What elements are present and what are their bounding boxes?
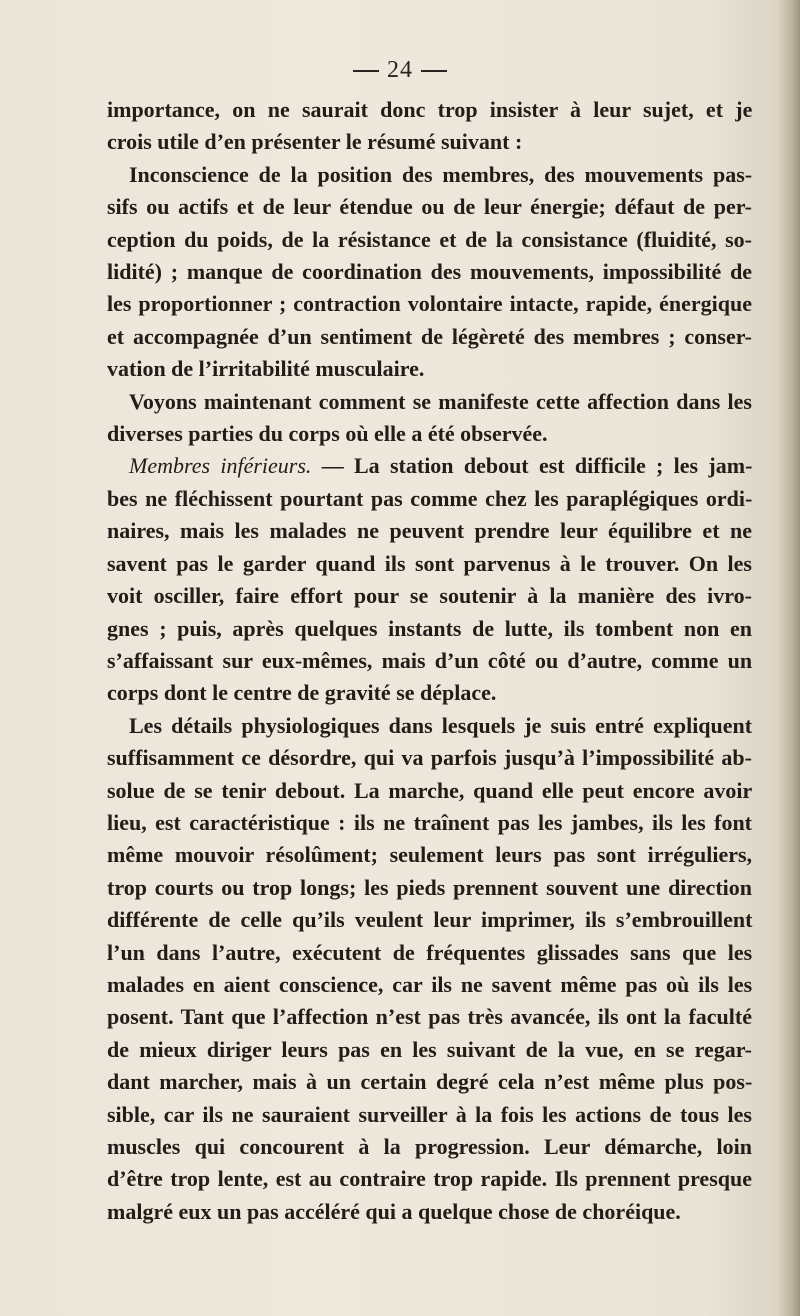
text-line: posent. Tant que l’affection n’est pas très avancée, ils ont la faculté	[107, 1004, 752, 1030]
paragraph-5	[107, 710, 752, 1229]
page-number	[0, 57, 800, 84]
section-heading-italic: Membres inférieurs.	[129, 453, 312, 479]
body-text	[107, 94, 752, 1228]
paragraph-2	[107, 159, 752, 386]
page-gutter-shadow	[778, 0, 800, 1316]
text-line: savent pas le garder quand ils sont parvenus à le trouver. On les	[107, 550, 752, 576]
text-line: s’affaissant sur eux-mêmes, mais d’un côté ou d’autre, comme un	[107, 647, 753, 673]
text-line: lieu, est caractéristique : ils ne traînent pas les jambes, ils les font	[107, 809, 752, 835]
text-line: Les détails physiologiques dans lesquels je suis entré expliquent	[129, 712, 753, 738]
text-line: ception du poids, de la résistance et de la consistance (fluidité, so-	[107, 226, 752, 252]
text-line: muscles qui concourent à la progression. Leur démarche, loin	[107, 1134, 752, 1159]
text-line: voit osciller, faire effort pour se soutenir à la manière des ivro-	[107, 583, 752, 609]
text-run: — La station debout est difficile ; les jam-	[311, 453, 753, 479]
paragraph-3	[107, 386, 752, 451]
text-line: les proportionner ; contraction volontaire intacte, rapide, énergique	[107, 291, 752, 317]
text-line: sifs ou actifs et de leur étendue ou de leur énergie; défaut de per-	[107, 194, 752, 220]
text-line: et accompagnée d’un sentiment de légèreté des membres ; conser-	[107, 323, 752, 349]
text-line: diverses parties du corps où elle a été observée.	[107, 421, 548, 447]
text-line: d’être trop lente, est au contraire trop rapide. Ils prennent presque	[107, 1166, 752, 1192]
text-line: solue de se tenir debout. La marche, quand elle peut encore avoir	[107, 777, 753, 803]
text-line: lidité) ; manque de coordination des mouvements, impossibilité de	[107, 259, 753, 285]
text-line: même mouvoir résolûment; seulement leurs pas sont irréguliers,	[107, 842, 753, 868]
text-line: corps dont le centre de gravité se déplace.	[107, 680, 497, 706]
text-line: naires, mais les malades ne peuvent prendre leur équilibre et ne	[107, 518, 753, 544]
text-line: sible, car ils ne sauraient surveiller à la fois les actions de tous les	[107, 1101, 752, 1127]
text-line: crois utile d’en présenter le résumé suivant :	[107, 129, 523, 155]
text-line: bes ne fléchissent pourtant pas comme chez les paraplégiques ordi-	[107, 485, 753, 511]
page-number-value: 24	[387, 57, 413, 83]
text-line: différente de celle qu’ils veulent leur imprimer, ils s’embrouillent	[107, 907, 753, 933]
text-line: malades en aient conscience, car ils ne savent même pas où ils les	[107, 971, 753, 997]
text-line: Voyons maintenant comment se manifeste cette affection dans les	[129, 388, 752, 414]
text-line: dant marcher, mais à un certain degré cela n’est même plus pos-	[107, 1069, 753, 1095]
folio-dash-left	[353, 70, 379, 72]
text-line: vation de l’irritabilité musculaire.	[107, 356, 425, 382]
text-line: malgré eux un pas accéléré qui a quelque chose de choréique.	[107, 1198, 681, 1224]
folio-dash-right	[421, 70, 447, 72]
text-line: de mieux diriger leurs pas en les suivant de la vue, en se regar-	[107, 1036, 752, 1062]
paragraph-4	[107, 450, 752, 709]
text-line: suffisamment ce désordre, qui va parfois jusqu’à l’impossibilité ab-	[107, 745, 752, 771]
text-line: importance, on ne saurait donc trop insister à leur sujet, et je	[107, 97, 753, 122]
text-line: trop courts ou trop longs; les pieds prennent souvent une direction	[107, 874, 752, 900]
text-line-with-heading	[107, 450, 752, 482]
text-line: Inconscience de la position des membres, des mouvements pas-	[129, 161, 753, 187]
text-line: l’un dans l’autre, exécutent de fréquentes glissades sans que les	[107, 939, 753, 965]
paragraph-1	[107, 94, 752, 159]
text-line: gnes ; puis, après quelques instants de lutte, ils tombent non en	[107, 615, 752, 641]
